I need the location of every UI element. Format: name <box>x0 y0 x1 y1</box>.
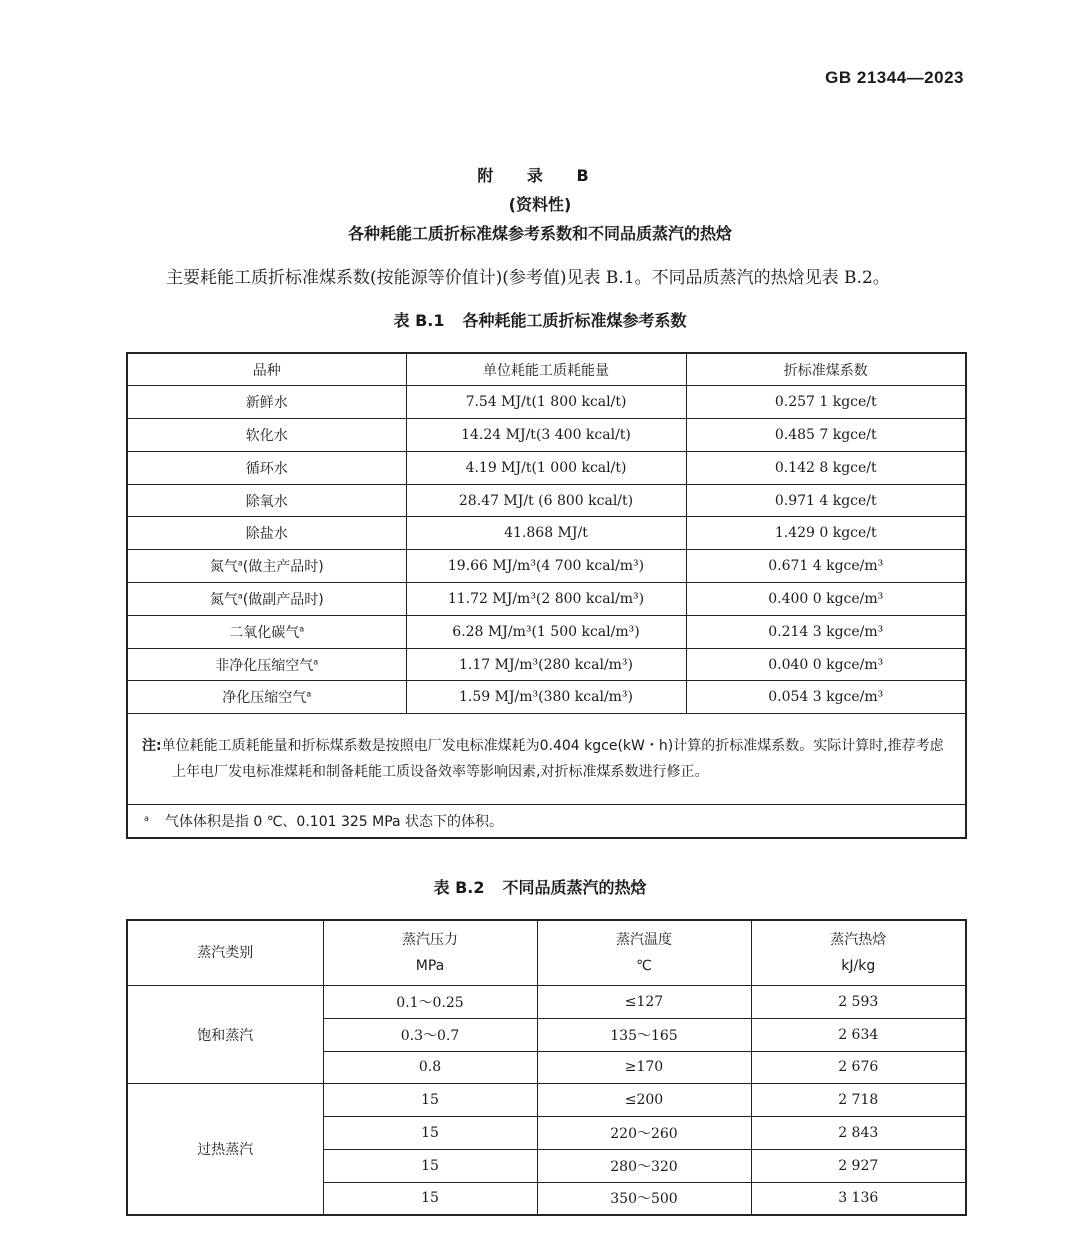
item-name: 除盐水 <box>245 526 288 543</box>
cell-enthalpy: 2 843 <box>751 1117 966 1150</box>
table-row <box>127 1084 966 1117</box>
table-row <box>127 517 966 550</box>
cell-energy: 28.47 MJ/t (6 800 kcal/t) <box>406 484 686 517</box>
table-b1-caption-number: 表 B.1 <box>393 311 445 330</box>
item-name: 循环水 <box>245 460 288 477</box>
cell-item <box>127 583 406 616</box>
cell-coefficient: 0.400 0 kgce/m³ <box>686 583 966 616</box>
item-name: 净化压缩空气 <box>222 690 307 707</box>
table-row <box>127 419 966 452</box>
table-b2-header-pressure <box>323 920 537 986</box>
item-name-suffix: (做主产品时) <box>242 559 324 576</box>
table-b2-header-row <box>127 920 966 986</box>
table-b2-caption <box>0 875 1080 898</box>
header-label: 蒸汽热焓 <box>830 932 887 948</box>
cell-coefficient: 0.971 4 kgce/t <box>686 484 966 517</box>
cell-pressure: 0.3～0.7 <box>323 1018 537 1051</box>
table-b1-header-type: 品种 <box>127 353 406 386</box>
header-label: 蒸汽温度 <box>616 932 672 948</box>
table-b1-caption <box>0 308 1080 331</box>
footnote-ref: a <box>237 558 243 568</box>
header-unit: kJ/kg <box>841 958 876 974</box>
cell-coefficient: 0.214 3 kgce/m³ <box>686 615 966 648</box>
footnote-ref: a <box>237 591 243 601</box>
table-row <box>127 615 966 648</box>
header-label: 蒸汽压力 <box>402 932 458 948</box>
table-b2-header-category <box>127 920 323 986</box>
cell-item <box>127 419 406 452</box>
header-unit: MPa <box>415 958 445 974</box>
footnote-text: 气体体积是指 0 ℃、0.101 325 MPa 状态下的体积。 <box>164 814 504 831</box>
cell-coefficient: 0.142 8 kgce/t <box>686 451 966 484</box>
cell-temperature: ≥170 <box>537 1051 751 1084</box>
cell-coefficient: 0.040 0 kgce/m³ <box>686 648 966 681</box>
cell-pressure: 15 <box>323 1084 537 1117</box>
table-b1-header-row <box>127 353 966 386</box>
table-b2-header-temperature <box>537 920 751 986</box>
cell-pressure: 0.1～0.25 <box>323 986 537 1019</box>
item-name: 氮气 <box>209 591 238 608</box>
cell-energy: 11.72 MJ/m³(2 800 kcal/m³) <box>406 583 686 616</box>
header-unit: ℃ <box>636 958 652 974</box>
cell-pressure: 15 <box>323 1149 537 1182</box>
cell-pressure: 15 <box>323 1117 537 1150</box>
cell-energy: 6.28 MJ/m³(1 500 kcal/m³) <box>406 615 686 648</box>
cell-enthalpy: 3 136 <box>751 1182 966 1215</box>
cell-temperature: ≤127 <box>537 986 751 1019</box>
table-b2-header-enthalpy <box>751 920 966 986</box>
cell-category: 过热蒸汽 <box>127 1084 323 1215</box>
table-b1 <box>126 352 967 839</box>
cell-energy: 1.17 MJ/m³(280 kcal/m³) <box>406 648 686 681</box>
table-b1-header-energy: 单位耗能工质耗能量 <box>406 353 686 386</box>
cell-temperature: 350～500 <box>537 1182 751 1215</box>
footnote-ref: a <box>299 624 305 634</box>
note-label: 注: <box>142 738 162 755</box>
cell-item <box>127 648 406 681</box>
table-row <box>127 648 966 681</box>
table-row <box>127 451 966 484</box>
cell-coefficient: 0.671 4 kgce/m³ <box>686 550 966 583</box>
table-row <box>127 386 966 419</box>
cell-item <box>127 681 406 714</box>
table-b1-note <box>127 714 966 805</box>
cell-item <box>127 517 406 550</box>
appendix-type: (资料性) <box>508 195 572 214</box>
item-name: 新鲜水 <box>245 395 288 412</box>
cell-coefficient: 0.485 7 kgce/t <box>686 419 966 452</box>
cell-energy: 1.59 MJ/m³(380 kcal/m³) <box>406 681 686 714</box>
item-name: 软化水 <box>245 427 288 444</box>
cell-item <box>127 386 406 419</box>
cell-energy: 19.66 MJ/m³(4 700 kcal/m³) <box>406 550 686 583</box>
cell-pressure: 15 <box>323 1182 537 1215</box>
footnote-ref: a <box>306 689 312 699</box>
cell-temperature: 280～320 <box>537 1149 751 1182</box>
cell-coefficient: 0.054 3 kgce/m³ <box>686 681 966 714</box>
cell-enthalpy: 2 634 <box>751 1018 966 1051</box>
table-b2-caption-number: 表 B.2 <box>433 878 485 897</box>
table-row <box>127 583 966 616</box>
cell-temperature: ≤200 <box>537 1084 751 1117</box>
cell-energy: 14.24 MJ/t(3 400 kcal/t) <box>406 419 686 452</box>
item-name-suffix: (做副产品时) <box>242 591 324 608</box>
header-label: 蒸汽类别 <box>197 945 254 961</box>
cell-coefficient: 0.257 1 kgce/t <box>686 386 966 419</box>
cell-pressure: 0.8 <box>323 1051 537 1084</box>
cell-coefficient: 1.429 0 kgce/t <box>686 517 966 550</box>
footnote-mark: a <box>144 813 149 823</box>
cell-enthalpy: 2 676 <box>751 1051 966 1084</box>
cell-enthalpy: 2 927 <box>751 1149 966 1182</box>
cell-energy: 41.868 MJ/t <box>406 517 686 550</box>
table-b1-caption-title: 各种耗能工质折标准煤参考系数 <box>462 311 687 330</box>
table-b2 <box>126 919 967 1216</box>
table-row <box>127 550 966 583</box>
cell-energy: 7.54 MJ/t(1 800 kcal/t) <box>406 386 686 419</box>
item-name: 氮气 <box>209 559 238 576</box>
cell-category: 饱和蒸汽 <box>127 986 323 1084</box>
table-row <box>127 986 966 1019</box>
note-text: 单位耗能工质耗能量和折标煤系数是按照电厂发电标准煤耗为0.404 kgce(kW・h)计算的折标准煤系数。实际计算时,推荐考虑上年电厂发电标准煤耗和制备耗能工质设备效率等影响因素,对折标准煤系数进行修正。 <box>161 738 944 781</box>
appendix-name: 各种耗能工质折标准煤参考系数和不同品质蒸汽的热焓 <box>347 224 732 243</box>
cell-temperature: 135～165 <box>537 1018 751 1051</box>
document-code: GB 21344—2023 <box>825 68 964 87</box>
intro-paragraph: 主要耗能工质折标准煤系数(按能源等价值计)(参考值)见表 B.1。不同品质蒸汽的热焓见表 B.2。 <box>166 268 890 288</box>
cell-item <box>127 484 406 517</box>
cell-enthalpy: 2 593 <box>751 986 966 1019</box>
appendix-title: 附 录 B <box>477 166 603 185</box>
cell-item <box>127 451 406 484</box>
table-b1-footnote <box>127 805 966 839</box>
footnote-ref: a <box>313 656 319 666</box>
table-row <box>127 484 966 517</box>
cell-item <box>127 615 406 648</box>
cell-item <box>127 550 406 583</box>
cell-enthalpy: 2 718 <box>751 1084 966 1117</box>
table-row <box>127 681 966 714</box>
cell-energy: 4.19 MJ/t(1 000 kcal/t) <box>406 451 686 484</box>
table-b1-header-coef: 折标准煤系数 <box>686 353 966 386</box>
item-name: 二氧化碳气 <box>229 624 300 641</box>
item-name: 除氧水 <box>245 493 288 510</box>
item-name: 非净化压缩空气 <box>215 657 314 674</box>
cell-temperature: 220～260 <box>537 1117 751 1150</box>
table-b2-caption-title: 不同品质蒸汽的热焓 <box>502 878 647 897</box>
